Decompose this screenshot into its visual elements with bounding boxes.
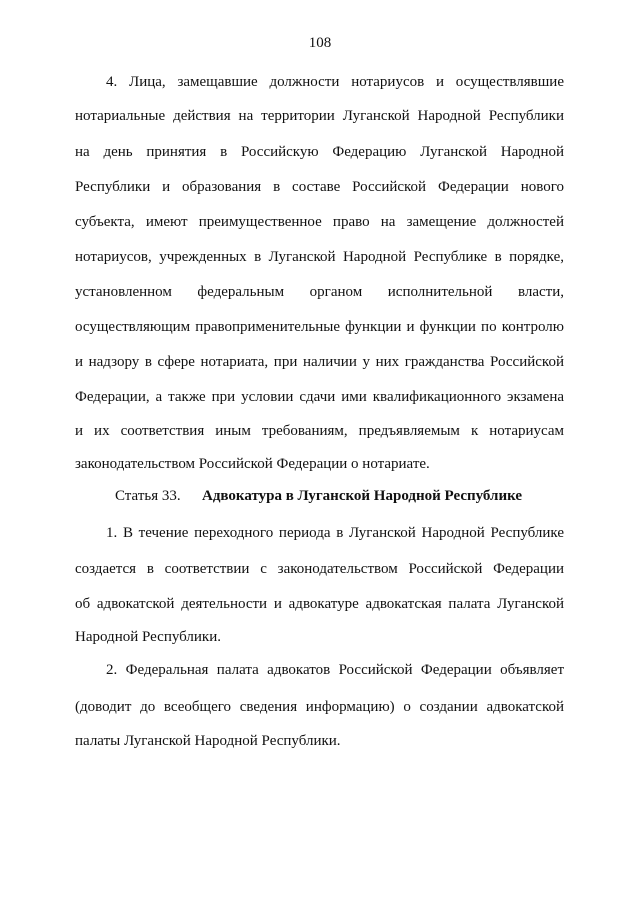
text-line: установленном федеральным органом исполнительной власти, [75,284,564,300]
text-line: нотариальные действия на территории Луганской Народной Республики [75,108,564,124]
text-line: на день принятия в Российскую Федерацию Луганской Народной [75,144,564,160]
text-line: об адвокатской деятельности и адвокатуре адвокатская палата Луганской [75,596,564,612]
text-line: (доводит до всеобщего сведения информацию) о создании адвокатской [75,699,564,715]
article-number: Статья 33. [115,488,181,504]
text-line: 1. В течение переходного периода в Луганской Народной Республике [106,525,564,541]
page-number: 108 [308,35,332,51]
text-line: Республики и образования в составе Российской Федерации нового [75,179,564,195]
text-line: субъекта, имеют преимущественное право на замещение должностей [75,214,564,230]
text-line: создается в соответствии с законодательством Российской Федерации [75,561,564,577]
text-line: Народной Республики. [75,629,221,645]
text-line: 4. Лица, замещавшие должности нотариусов и осуществлявшие [106,74,564,90]
text-line: законодательством Российской Федерации о нотариате. [75,456,430,472]
text-line: и надзору в сфере нотариата, при наличии у них гражданства Российской [75,354,564,370]
text-line: нотариусов, учрежденных в Луганской Народной Республике в порядке, [75,249,564,265]
article-heading [115,487,522,505]
text-line: и их соответствия иным требованиям, предъявляемым к нотариусам [75,423,564,439]
text-line: осуществляющим правоприменительные функции и функции по контролю [75,319,564,335]
article-title: Адвокатура в Луганской Народной Республике [202,488,523,504]
text-line: Федерации, а также при условии сдачи ими квалификационного экзамена [75,389,564,405]
text-line: 2. Федеральная палата адвокатов Российской Федерации объявляет [106,662,564,678]
text-line: палаты Луганской Народной Республики. [75,733,341,749]
